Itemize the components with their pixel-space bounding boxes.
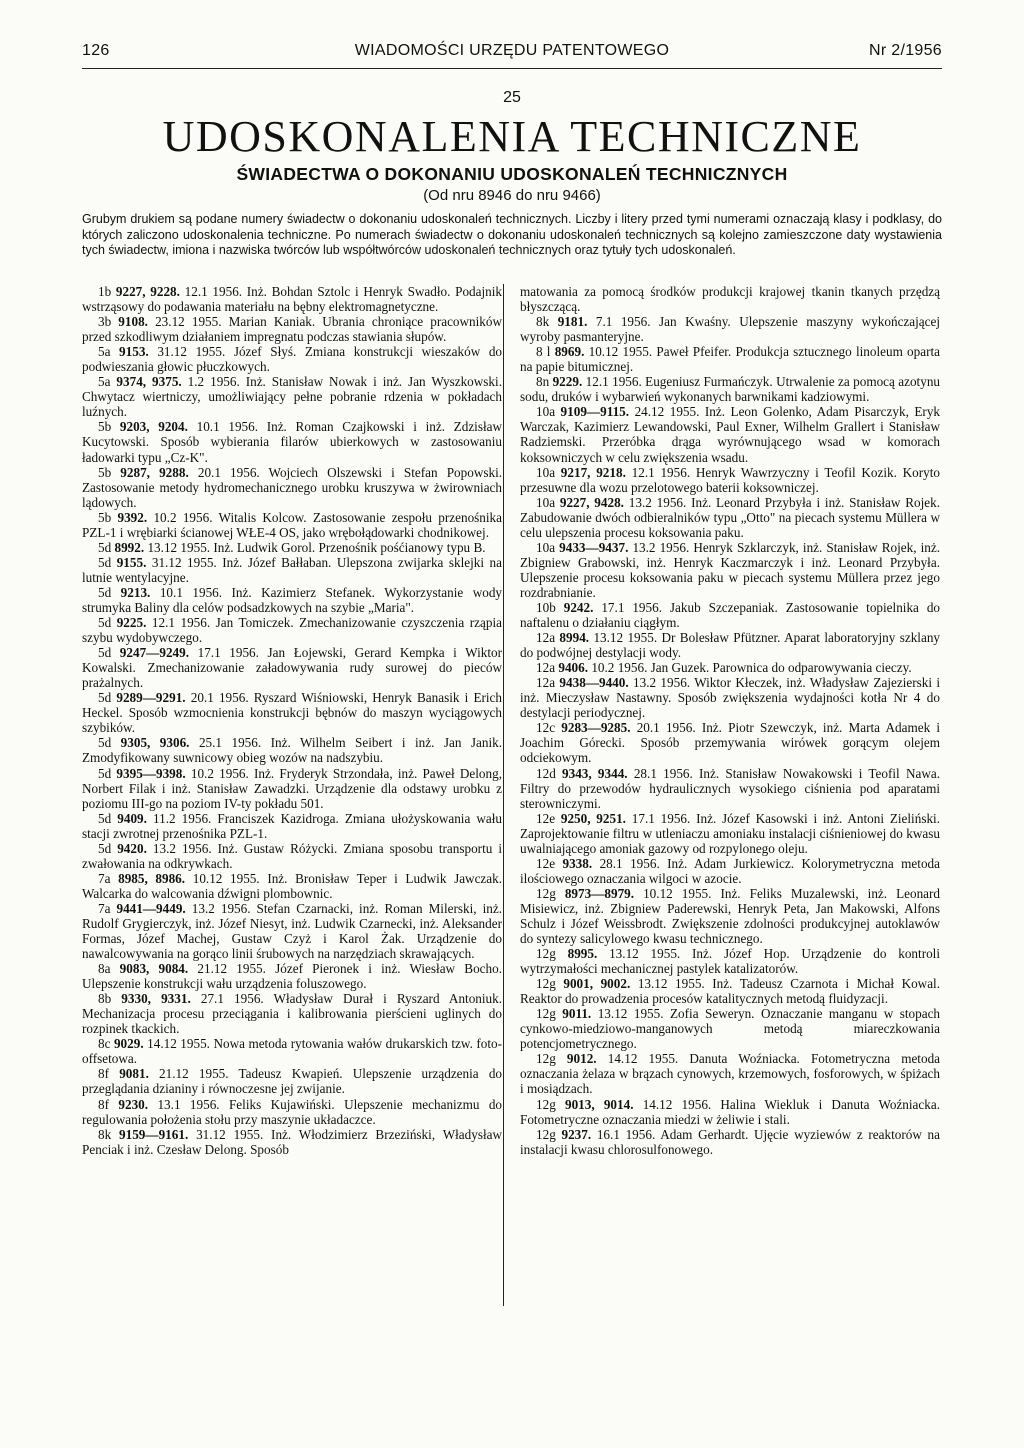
entry-text: 13.2 1956. Inż. Gustaw Różycki. Zmiana sposobu transportu i zwałowania na odkrywkach.	[82, 840, 503, 871]
patent-entry	[82, 961, 502, 991]
column-divider	[503, 284, 504, 1306]
patent-entry	[520, 495, 940, 540]
patent-entry	[520, 344, 940, 374]
entry-text: 11.2 1956. Franciszek Kazidroga. Zmiana ułożyskowania wału stacji zwrotnej przenośnika PZL-1.	[82, 810, 503, 841]
entry-text: 12.1 1956. Henryk Wawrzyczny i Teofil Kozik. Koryto przesuwne dla wozu przelotowego baterii koksowniczej.	[520, 464, 941, 495]
class-code: 10b	[536, 599, 556, 615]
certificate-number: 9395—9398.	[116, 765, 186, 781]
intro-paragraph: Grubym drukiem są podane numery świadectw o dokonaniu udoskonaleń technicznych. Liczby i litery przed tymi numerami oznaczają klasy i podklasy, do których zaliczono udoskonalenia techniczne. Po numerach świadectw o dokonaniu udoskonaleń technicznych są kolejno zamieszczone daty wystawienia tych świadectw, imiona i nazwiska twórców lub współtwórców udoskonaleń technicznych oraz tytuły tych udoskonaleń.	[82, 212, 942, 257]
patent-entry	[520, 465, 940, 495]
patent-entry	[520, 946, 940, 976]
class-code: 5d	[98, 690, 112, 706]
entry-text: 13.12 1955. Inż. Ludwik Gorol. Przenośnik pośćianowy typu B.	[147, 539, 486, 555]
patent-entry	[520, 600, 940, 630]
patent-entry	[520, 630, 940, 660]
entry-text: 12.1 1956. Jan Tomiczek. Zmechanizowanie czyszczenia rząpia szybu wydobywczego.	[82, 615, 502, 646]
certificate-number: 9305, 9306.	[120, 735, 190, 751]
certificate-number: 9438—9440.	[559, 675, 629, 691]
class-code: 5a	[98, 344, 111, 360]
patent-entry	[82, 344, 502, 374]
class-code: 8k	[98, 1126, 112, 1142]
class-code: 5d	[98, 810, 112, 826]
certificate-number: 9011.	[562, 1006, 592, 1022]
entry-text: 28.1 1956. Inż. Stanisław Nowakowski i Teofil Nawa. Filtry do przewodów hydraulicznych wysokiego ciśnienia pod aparatami sterowniczymi.	[520, 765, 940, 811]
class-code: 5d	[98, 840, 112, 856]
certificate-number: 9392.	[117, 509, 148, 525]
class-code: 5b	[98, 509, 112, 525]
certificate-number: 9001, 9002.	[563, 976, 631, 992]
entry-text: 13.12 1955. Zofia Seweryn. Oznaczanie manganu w stopach cynkowo-miedziowo-manganowych metodą miareczkowania potencjometrycznego.	[520, 1006, 941, 1052]
running-header	[82, 38, 942, 68]
class-code: 5b	[98, 419, 112, 435]
class-code: 12e	[536, 810, 556, 826]
class-code: 5b	[98, 464, 112, 480]
certificate-number: 9217, 9218.	[560, 464, 626, 480]
certificate-number: 9433—9437.	[559, 539, 629, 555]
class-code: 5d	[98, 735, 112, 751]
patent-entry	[82, 841, 502, 871]
class-code: 8k	[536, 314, 550, 330]
entry-text: matowania za pomocą środków produkcji krajowej tkanin tkanych przędzą błyszczącą.	[520, 284, 940, 315]
class-code: 12g	[536, 1006, 556, 1022]
patent-entry	[520, 1051, 940, 1096]
patent-entry	[82, 510, 502, 540]
entry-text: 14.12 1955. Danuta Woźniacka. Fotometryczna metoda oznaczania żelaza w brązach cynowych, krzemowych, fosforowych, w śpiżach i mosiądzach.	[520, 1051, 941, 1097]
entry-text: 28.1 1956. Inż. Adam Jurkiewicz. Kolorymetryczna metoda ilościowego oznaczania wilgoci w azocie.	[520, 855, 940, 886]
patent-entry	[520, 856, 940, 886]
class-code: 10a	[536, 464, 556, 480]
entry-text: 13.1 1956. Feliks Kujawiński. Ulepszenie mechanizmu do regulowania położenia stołu przy maszynie układaczce.	[82, 1096, 503, 1127]
entry-text: 10.12 1955. Inż. Bronisław Teper i Ludwik Jawczak. Walcarka do walcowania dźwigni plombownic.	[82, 870, 503, 901]
certificate-number: 9230.	[118, 1096, 149, 1112]
certificate-number: 9229.	[552, 374, 583, 390]
patent-entry	[520, 766, 940, 811]
patent-entry	[520, 976, 940, 1006]
patent-entry	[82, 871, 502, 901]
entry-text: 17.1 1956. Jakub Szczepaniak. Zastosowanie topielnika do naftalenu o działaniu ciągłym.	[520, 599, 941, 631]
entry-text: 1.2 1956. Inż. Stanisław Nowak i inż. Jan Wyszkowski. Chwytacz wiertniczy, umożliwiający pełne pobranie rdzenia w pokładach luźnych.	[82, 374, 502, 420]
class-code: 10a	[536, 494, 556, 510]
patent-entry	[520, 720, 940, 765]
certificate-number: 9343, 9344.	[562, 765, 628, 781]
certificate-number: 8994.	[559, 630, 590, 646]
patent-entry	[520, 1097, 940, 1127]
certificate-number: 9213.	[120, 584, 151, 600]
entry-text: 12.1 1956. Eugeniusz Furmańczyk. Utrwalenie za pomocą azotynu sodu, druków i wybarwień wykonanych barwnikami kadziowymi.	[520, 374, 941, 405]
class-code: 8a	[98, 961, 111, 977]
page-title: UDOSKONALENIA TECHNICZNE	[162, 112, 862, 161]
certificate-number: 8969.	[554, 344, 585, 360]
patent-entry	[520, 660, 940, 675]
class-code: 8n	[536, 374, 550, 390]
certificate-number: 9374, 9375.	[116, 374, 182, 390]
certificate-number: 9242.	[563, 599, 594, 615]
patent-entry	[82, 555, 502, 585]
certificate-number: 9029.	[113, 1036, 144, 1052]
certificate-number: 9250, 9251.	[560, 810, 626, 826]
entry-text: 10.12 1955. Paweł Pfeifer. Produkcja sztucznego linoleum oparta na papie bitumicznej.	[520, 344, 941, 375]
class-code: 5d	[98, 765, 112, 781]
certificate-number: 9225.	[116, 615, 147, 631]
certificate-number: 9289—9291.	[116, 690, 186, 706]
entry-text: 10.2 1956. Inż. Fryderyk Strzondała, inż. Paweł Delong, Norbert Filak i inż. Stanisław Zawadzki. Urządzenie dla odstawy urobku z poziomu III-go na poziom IV-ty pokładu 501.	[82, 765, 503, 811]
class-code: 10a	[536, 539, 556, 555]
certificate-number: 9287, 9288.	[120, 464, 189, 480]
certificate-number: 8992.	[114, 539, 145, 555]
certificate-number: 9420.	[117, 840, 147, 856]
certificate-number: 9237.	[561, 1126, 592, 1142]
class-code: 8f	[98, 1066, 109, 1082]
entry-text: 31.12 1955. Józef Słyś. Zmiana konstrukcji wieszaków do podwieszania głowic płuczkowych.	[82, 344, 503, 375]
certificate-number: 9181.	[557, 314, 588, 330]
class-code: 12g	[536, 976, 556, 992]
issue-number: Nr 2/1956	[869, 42, 942, 59]
patent-entry	[82, 1036, 502, 1066]
entry-text: 27.1 1956. Władysław Durał i Ryszard Antoniuk. Mechanizacja procesu przeciągania i kalibrowania pierścieni uglinych do rozpinek tkackich.	[82, 991, 503, 1037]
patent-entry	[82, 991, 502, 1036]
entry-text: 10.2 1956. Witalis Kolcow. Zastosowanie zespołu przenośnika PZL-1 i wrębiarki ścianowej WŁE-4 OS, jako wrębołądowarki chodnikowej.	[82, 509, 502, 540]
patent-entry	[82, 645, 502, 690]
class-code: 3b	[98, 314, 112, 330]
entry-text: 17.1 1956. Inż. Józef Kasowski i inż. Antoni Zieliński. Zaprojektowanie filtru w utleniaczu amoniaku instalacji ciśnieniowej do kwasu uwalniającego amoniak gazowy od rozpylonego oleju.	[520, 810, 941, 856]
patent-entry	[82, 465, 502, 510]
class-code: 5d	[98, 554, 112, 570]
certificate-number: 9153.	[119, 344, 149, 360]
certificate-number: 9155.	[116, 554, 147, 570]
class-code: 12e	[536, 855, 556, 871]
number-range: (Od nru 8946 do nru 9466)	[423, 187, 601, 204]
class-code: 7a	[98, 870, 111, 886]
entry-text: 10.1 1956. Inż. Roman Czajkowski i inż. Zdzisław Kucytowski. Sposób wybierania filarów ubierkowych w zastosowaniu ładowarki typu „Cz-K".	[82, 419, 503, 465]
patent-entry	[82, 540, 502, 555]
class-code: 12g	[536, 946, 556, 962]
class-code: 5d	[98, 645, 112, 661]
entry-text: 13.12 1955. Inż. Tadeusz Czarnota i Michał Kowal. Reaktor do prowadzenia procesów katalitycznych metodą fluidyzacji.	[520, 976, 941, 1007]
left-column	[82, 284, 502, 1157]
certificate-number: 9338.	[562, 855, 593, 871]
patent-entry	[82, 901, 502, 961]
entry-text: 16.1 1956. Adam Gerhardt. Ujęcie wyziewów z reaktorów na instalacji kwasu chlorosulfonowego.	[520, 1126, 941, 1157]
patent-entry	[82, 766, 502, 811]
entry-text: 13.2 1956. Stefan Czarnacki, inż. Roman Milerski, inż. Rudolf Grygierczyk, inż. Józef Niesyt, inż. Ludwik Czarnecki, inż. Aleksander Formas, Józef Machej, Gustaw Czyż i Karol Żak. Urządzenie do nawalcowywania na gorąco linii śrubowych na narzędziach skrawających.	[82, 900, 503, 962]
class-code: 12a	[536, 675, 556, 691]
certificate-number: 9108.	[118, 314, 148, 330]
entry-text: 12.1 1956. Inż. Bohdan Sztolc i Henryk Swadło. Podajnik wstrząsowy do podawania materiału na bębny elektromagnetyczne.	[82, 284, 503, 315]
certificate-number: 9012.	[566, 1051, 597, 1067]
patent-entry	[82, 735, 502, 765]
patent-entry	[520, 675, 940, 720]
patent-entry	[82, 284, 502, 314]
certificate-number: 9227, 9228.	[115, 284, 180, 299]
class-code: 5d	[98, 584, 112, 600]
entry-text: 13.2 1956. Inż. Leonard Przybyła i inż. Stanisław Rojek. Zabudowanie dwóch odbieralników typu „Otto" na piecach systemu Müllera w celu ulepszenia procesu koksowania paku.	[520, 494, 940, 540]
class-code: 12g	[536, 885, 556, 901]
certificate-number: 9159—9161.	[119, 1126, 189, 1142]
class-code: 5a	[98, 374, 111, 390]
class-code: 12g	[536, 1096, 556, 1112]
class-code: 8b	[98, 991, 112, 1007]
patent-entry	[520, 374, 940, 404]
page-subtitle: ŚWIADECTWA O DOKONANIU UDOSKONALEŃ TECHNICZNYCH	[236, 164, 788, 184]
entry-text: 14.12 1956. Halina Wiekluk i Danuta Woźniacka. Fotometryczne oznaczania miedzi w żeliwie i stali.	[520, 1096, 940, 1127]
patent-entry	[82, 690, 502, 735]
certificate-number: 8985, 8986.	[118, 870, 186, 886]
patent-entry	[520, 886, 940, 946]
class-code: 8 l	[536, 344, 551, 360]
certificate-number: 8995.	[567, 946, 598, 962]
entry-text: 31.12 1955. Inż. Włodzimierz Brzeziński, Władysław Penciak i inż. Czesław Delong. Sposób	[82, 1126, 503, 1157]
certificate-number: 9283—9285.	[561, 720, 631, 736]
entry-text: 21.12 1955. Józef Pieronek i inż. Wiesław Bocho. Ulepszenie konstrukcji wału urządzenia foluszowego.	[82, 961, 503, 992]
certificate-number: 9109—9115.	[560, 404, 630, 420]
certificate-number: 9083, 9084.	[119, 961, 189, 977]
certificate-number: 9247—9249.	[119, 645, 190, 661]
class-code: 5d	[98, 615, 112, 631]
class-code: 1b	[98, 284, 112, 299]
entry-text: 20.1 1956. Ryszard Wiśniowski, Henryk Banasik i Erich Heckel. Sposób wzmocnienia konstrukcji bębnów do maszyn wyciągowych szybików.	[82, 690, 503, 736]
patent-entry	[82, 1127, 502, 1157]
entry-text: 21.12 1955. Tadeusz Kwapień. Ulepszenie urządzenia do przeglądania dzianiny i równoczesne jej zwijanie.	[82, 1066, 503, 1097]
patent-entry	[520, 284, 940, 314]
entry-text: 13.2 1956. Henryk Szklarczyk, inż. Stanisław Rojek, inż. Zbigniew Grabowski, inż. Henryk Kaczmarczyk i inż. Leonard Przybyła. Ulepszenie procesu koksowania paku w piecach systemu Müllera przez jego rozdrabnianie.	[520, 539, 941, 600]
certificate-number: 9081.	[119, 1066, 149, 1082]
patent-entry	[520, 1127, 940, 1157]
patent-entry	[520, 404, 940, 464]
patent-entry	[82, 1097, 502, 1127]
class-code: 12g	[536, 1126, 556, 1142]
patent-entry	[520, 314, 940, 344]
certificate-number: 9203, 9204.	[119, 419, 188, 435]
certificate-number: 9330, 9331.	[121, 991, 191, 1007]
page-number: 126	[82, 42, 110, 59]
class-code: 12a	[536, 660, 556, 676]
entry-text: 7.1 1956. Jan Kwaśny. Ulepszenie maszyny wykończającej wyroby pasmanteryjne.	[520, 314, 941, 345]
certificate-number: 8973—8979.	[564, 885, 635, 901]
patent-entry	[520, 811, 940, 856]
entry-text: 24.12 1955. Inż. Leon Golenko, Adam Pisarczyk, Eryk Warczak, Kazimierz Lewandowski, Paul Exner, Wilhelm Grallert i Stanisław Radziemski. Przeróbka drąga wyrównującego wsad w komorach koksowniczych w celu zwiększenia wsadu.	[520, 404, 941, 465]
patent-entry	[82, 419, 502, 464]
class-code: 12g	[536, 1051, 556, 1067]
entry-text: 10.1 1956. Inż. Kazimierz Stefanek. Wykorzystanie wody strumyka Baliny dla celów podsadzkowych na szybie „Maria".	[82, 584, 503, 615]
entry-text: 20.1 1956. Inż. Piotr Szewczyk, inż. Marta Adamek i Joachim Górecki. Sposób przemywania wirówek gorącym olejem odciekowym.	[520, 720, 941, 766]
entry-text: 20.1 1956. Wojciech Olszewski i Stefan Popowski. Zastosowanie metody hydromechanicznego urobku kruszywa w żwirowniach lądowych.	[82, 464, 503, 510]
patent-entry	[520, 540, 940, 600]
patent-entry	[82, 615, 502, 645]
right-column	[520, 284, 940, 1157]
class-code: 8f	[98, 1096, 109, 1112]
certificate-number: 9441—9449.	[116, 900, 186, 916]
certificate-number: 9406.	[558, 660, 589, 676]
patent-entry	[82, 585, 502, 615]
certificate-number: 9227, 9428.	[559, 494, 624, 510]
class-code: 5d	[98, 539, 112, 555]
entry-text: 10.2 1956. Jan Guzek. Parownica do odparowywania cieczy.	[591, 660, 912, 676]
patent-entry	[520, 1006, 940, 1051]
entry-text: 23.12 1955. Marian Kaniak. Ubrania chroniące pracowników przed szkodliwym działaniem impregnatu podczas stawiania słupów.	[82, 314, 503, 345]
entry-text: 25.1 1956. Inż. Wilhelm Seibert i inż. Jan Janik. Zmodyfikowany suwnicowy obieg wozów na nadszybiu.	[82, 735, 503, 766]
entry-text: 13.2 1956. Wiktor Kłeczek, inż. Władysław Zajezierski i inż. Mieczysław Nastawny. Sposób zwiększenia wydajności kotła Nr 4 do destylacji periodycznej.	[520, 675, 941, 721]
entry-text: 13.12 1955. Dr Bolesław Pfützner. Aparat laboratoryjny szklany do podwójnej destylacji wody.	[520, 630, 941, 661]
entry-text: 17.1 1956. Jan Łojewski, Gerard Kempka i Wiktor Kowalski. Zmechanizowanie załadowywania rudy surowej do pieców prażalnych.	[82, 645, 502, 691]
patent-entry	[82, 314, 502, 344]
class-code: 8c	[98, 1036, 111, 1052]
certificate-number: 9013, 9014.	[564, 1096, 634, 1112]
class-code: 12c	[536, 720, 556, 736]
patent-entry	[82, 374, 502, 419]
journal-title: WIADOMOŚCI URZĘDU PATENTOWEGO	[354, 42, 670, 59]
patent-entry	[82, 1066, 502, 1096]
section-number: 25	[503, 89, 521, 106]
entry-text: 10.12 1955. Inż. Feliks Muzalewski, inż. Leonard Misiewicz, inż. Zbigniew Paderewski, Henryk Peta, Jan Makowski, Alfons Schulz i Józef Weissbrodt. Zwiększenie zdolności produkcyjnej autoklawów do syntezy salicylowego kwasu technicznego.	[520, 885, 941, 947]
patent-entry	[82, 811, 502, 841]
class-code: 12a	[536, 630, 556, 646]
class-code: 7a	[98, 900, 111, 916]
class-code: 10a	[536, 404, 556, 420]
class-code: 12d	[536, 765, 556, 781]
certificate-number: 9409.	[117, 810, 147, 826]
entry-text: 14.12 1955. Nowa metoda rytowania wałów drukarskich tzw. foto-offsetowa.	[82, 1036, 502, 1067]
header-rule	[82, 68, 942, 69]
entry-text: 13.12 1955. Inż. Józef Hop. Urządzenie do kontroli wytrzymałości mechanicznej pastylek katalizatorów.	[520, 946, 941, 977]
entry-text: 31.12 1955. Inż. Józef Bałłaban. Ulepszona zwijarka sklejki na lutnie wentylacyjne.	[82, 554, 502, 585]
